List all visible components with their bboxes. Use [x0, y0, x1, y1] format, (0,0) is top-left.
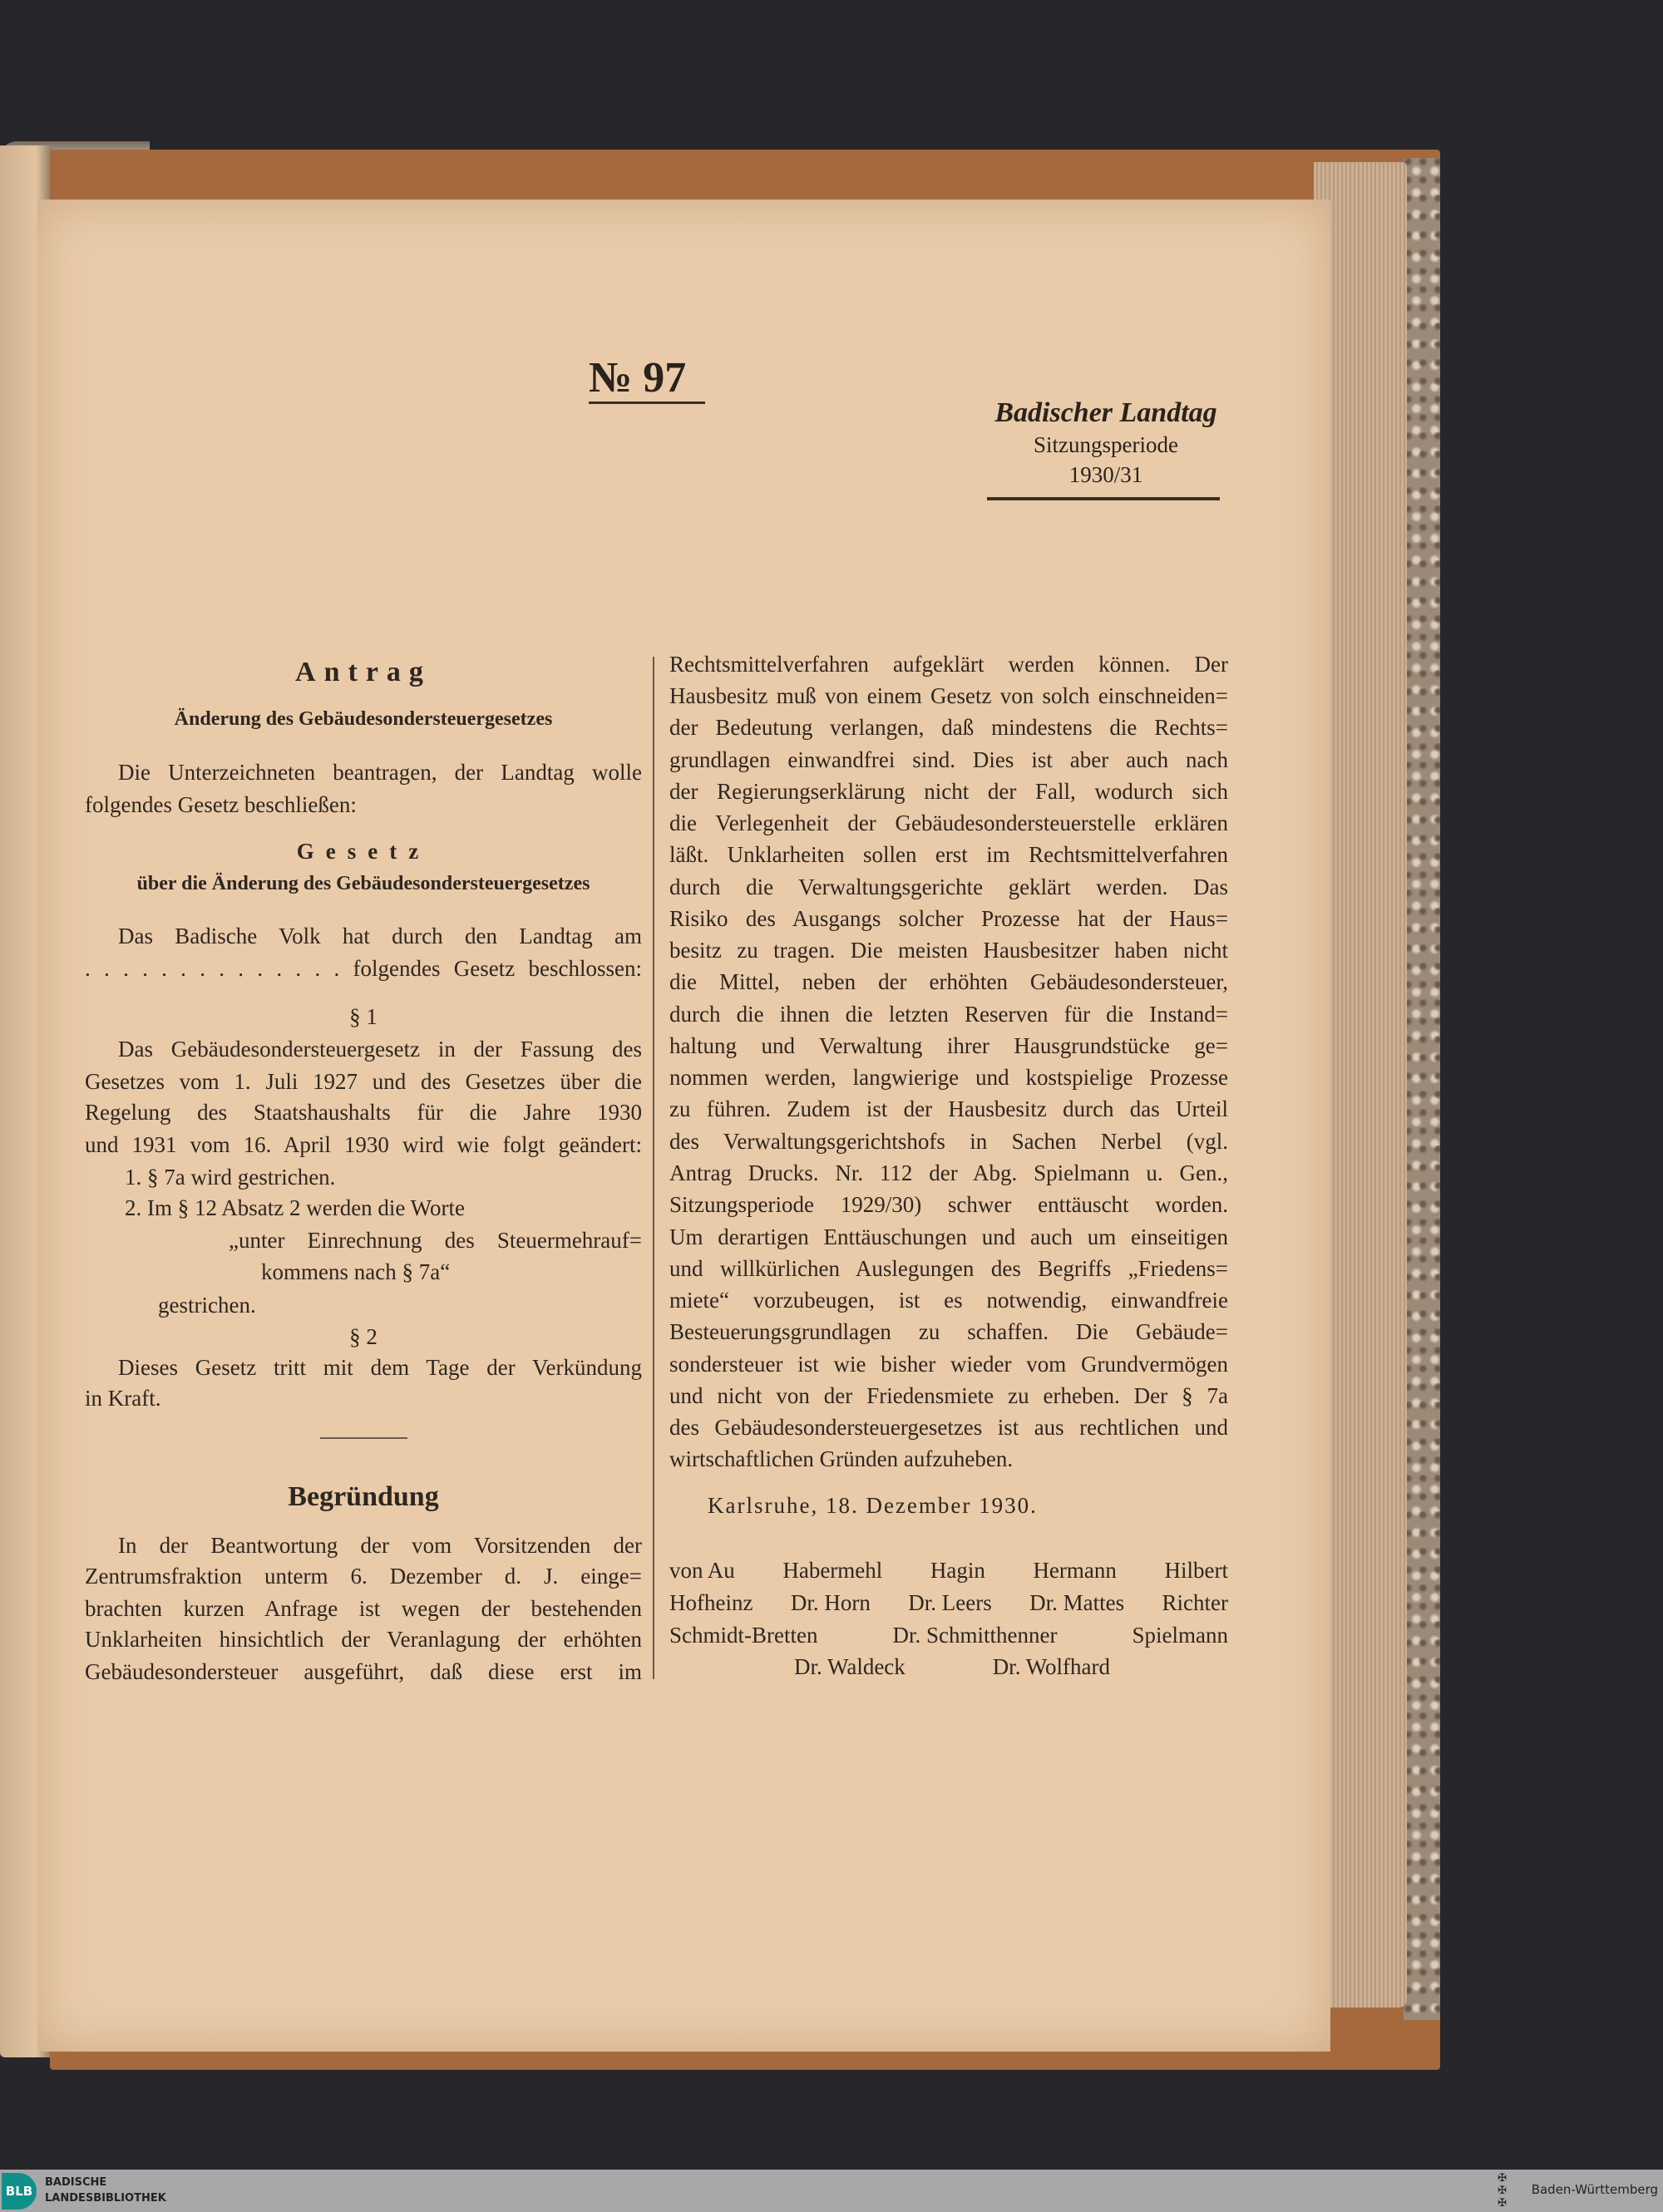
text-line: der Bedeutung verlangen, daß mindestens die Rechts= — [669, 715, 1228, 741]
place-date: Karlsruhe, 18. Dezember 1930. — [708, 1493, 1038, 1519]
text-line: Regelung des Staatshaushalts für die Jahre 1930 — [85, 1100, 642, 1126]
text-line: In der Beantwortung der vom Vorsitzenden der — [118, 1532, 642, 1558]
text-line: brachten kurzen Anfrage ist wegen der bestehenden — [85, 1596, 642, 1622]
section-title: Antrag — [295, 656, 432, 687]
text-line: durch die ihnen die letzten Reserven für die Instand= — [669, 1001, 1228, 1027]
text-line: Antrag Drucks. Nr. 112 der Abg. Spielmann u. Gen., — [669, 1160, 1228, 1185]
signatory-name: Dr. Leers — [908, 1590, 992, 1616]
text-line: Gebäudesondersteuer ausgeführt, daß diese erst im — [85, 1659, 642, 1685]
text-line: folgendes Gesetz beschließen: — [85, 792, 357, 818]
text-line: Gesetzes vom 1. Juli 1927 und des Gesetzes über die — [85, 1068, 642, 1094]
text-line: und willkürlichen Auslegungen des Begriffs „Friedens= — [669, 1255, 1228, 1281]
text-line: haltung und Verwaltung ihrer Hausgrundstücke ge= — [669, 1032, 1228, 1058]
coat-of-arms-icon: ✠ ✠ ✠ — [1498, 2171, 1507, 2209]
signatory-name: Hofheinz — [669, 1590, 753, 1616]
library-name-line1: BADISCHE — [45, 2176, 107, 2189]
signatory-row — [794, 1651, 1110, 1682]
text-line: durch die Verwaltungsgerichte geklärt werden. Das — [669, 874, 1228, 899]
text-line: Hausbesitz muß von einem Gesetz von solch einschneiden= — [669, 683, 1228, 709]
paragraph-number: § 2 — [349, 1323, 378, 1349]
library-name[interactable] — [45, 2175, 166, 2206]
text-line: nommen werden, langwierige und kostspielige Prozesse — [669, 1065, 1228, 1091]
text-line: Das Gebäudesondersteuergesetz in der Fassung des — [118, 1036, 642, 1062]
signatory-name: Hermann — [1033, 1558, 1117, 1584]
number-underline — [589, 402, 705, 404]
footer-bar — [0, 2170, 1663, 2212]
institution-name: Badischer Landtag — [994, 397, 1217, 428]
signatory-name: Hagin — [930, 1558, 985, 1584]
signatory-row — [669, 1587, 1228, 1618]
signatory-name: Dr. Wolfhard — [992, 1653, 1110, 1679]
text-line: Sitzungsperiode 1929/30) schwer enttäuscht worden. — [669, 1192, 1228, 1218]
text-line: Rechtsmittelverfahren aufgeklärt werden können. Der — [669, 651, 1228, 677]
quoted-text: „unter Einrechnung des Steuermehrauf= — [229, 1228, 642, 1254]
marbled-edge — [1404, 158, 1440, 2020]
library-name-line2: LANDESBIBLIOTHEK — [45, 2192, 166, 2205]
text-line: und 1931 vom 16. April 1930 wird wie folgt geändert: — [85, 1132, 642, 1158]
law-subtitle: über die Änderung des Gebäudesondersteuergesetzes — [136, 873, 590, 895]
column-divider — [653, 657, 654, 1679]
signatory-name: von Au — [669, 1558, 735, 1584]
text-line: Dieses Gesetz tritt mit dem Tage der Verkündung — [118, 1355, 642, 1381]
state-logo-text[interactable]: Baden-Württemberg — [1531, 2182, 1658, 2197]
text-line: Das Badische Volk hat durch den Landtag am — [118, 924, 642, 949]
blb-logo[interactable]: BLB — [2, 2173, 37, 2210]
text-line: miete“ vorzubeugen, ist es notwendig, einwandfreie — [669, 1288, 1228, 1313]
signatory-name: Dr. Horn — [790, 1590, 871, 1616]
section-rule — [320, 1437, 407, 1439]
signatory-name: Dr. Schmitthenner — [892, 1623, 1058, 1648]
text-line: wirtschaftlichen Gründen aufzuheben. — [669, 1446, 1014, 1472]
list-item: 1. § 7a wird gestrichen. — [125, 1165, 336, 1190]
text-line: Risiko des Ausgangs solcher Prozesse hat der Haus= — [669, 905, 1228, 931]
text-line: besitz zu tragen. Die meisten Hausbesitzer haben nicht — [669, 938, 1228, 963]
text-line: grundlagen einwandfrei sind. Dies ist aber auch nach — [669, 746, 1228, 772]
text-line: zu führen. Zudem ist der Hausbesitz durch das Urteil — [669, 1096, 1228, 1122]
text-line: die Mittel, neben der erhöhten Gebäudesondersteuer, — [669, 969, 1228, 995]
text-line: in Kraft. — [85, 1386, 161, 1411]
text-line: Die Unterzeichneten beantragen, der Landtag wolle — [118, 760, 642, 786]
text-line: gestrichen. — [158, 1293, 256, 1318]
text-line: Um derartigen Enttäuschungen und auch um einseitigen — [669, 1224, 1228, 1249]
text-line: . . . . . . . . . . . . . . folgendes Gesetz beschlossen: — [85, 956, 642, 982]
text-line: Unklarheiten hinsichtlich der Veranlagung der erhöhten — [85, 1627, 642, 1653]
text-line: die Verlegenheit der Gebäudesondersteuerstelle erklären — [669, 810, 1228, 836]
text-line: sondersteuer ist wie bisher wieder vom Grundvermögen — [669, 1351, 1228, 1377]
list-item: 2. Im § 12 Absatz 2 werden die Worte — [125, 1195, 465, 1221]
signatory-name: Schmidt-Bretten — [669, 1623, 818, 1648]
document-number: № 97 — [589, 354, 687, 402]
text-line: Zentrumsfraktion unterm 6. Dezember d. J. einge= — [85, 1564, 642, 1589]
text-line: und nicht von der Friedensmiete zu erheben. Der § 7a — [669, 1382, 1228, 1408]
text-line: des Gebäudesondersteuergesetzes ist aus rechtlichen und — [669, 1415, 1228, 1441]
header-underline — [987, 497, 1220, 500]
session-label: Sitzungsperiode — [1034, 432, 1178, 457]
signatory-name: Dr. Waldeck — [794, 1653, 906, 1679]
section-title: Begründung — [288, 1481, 439, 1513]
signatory-row — [669, 1554, 1228, 1586]
paragraph-number: § 1 — [349, 1003, 378, 1029]
signatory-name: Dr. Mattes — [1029, 1590, 1125, 1616]
text-line: läßt. Unklarheiten sollen erst im Rechtsmittelverfahren — [669, 842, 1228, 868]
signatory-name: Spielmann — [1132, 1623, 1228, 1648]
text-line: des Verwaltungsgerichtshofs in Sachen Nerbel (vgl. — [669, 1128, 1228, 1154]
text-line: der Regierungserklärung nicht der Fall, wodurch sich — [669, 778, 1228, 804]
signatory-name: Hilbert — [1164, 1558, 1228, 1584]
signatory-name: Habermehl — [782, 1558, 883, 1584]
section-subtitle: Änderung des Gebäudesondersteuergesetzes — [174, 707, 553, 730]
signatory-name: Richter — [1162, 1590, 1228, 1616]
quoted-text: kommens nach § 7a“ — [261, 1259, 451, 1284]
text-line: Besteuerungsgrundlagen zu schaffen. Die Gebäude= — [669, 1319, 1228, 1345]
law-title: Gesetz — [296, 839, 431, 865]
signatory-row — [669, 1619, 1228, 1651]
session-years: 1930/31 — [1068, 462, 1143, 487]
